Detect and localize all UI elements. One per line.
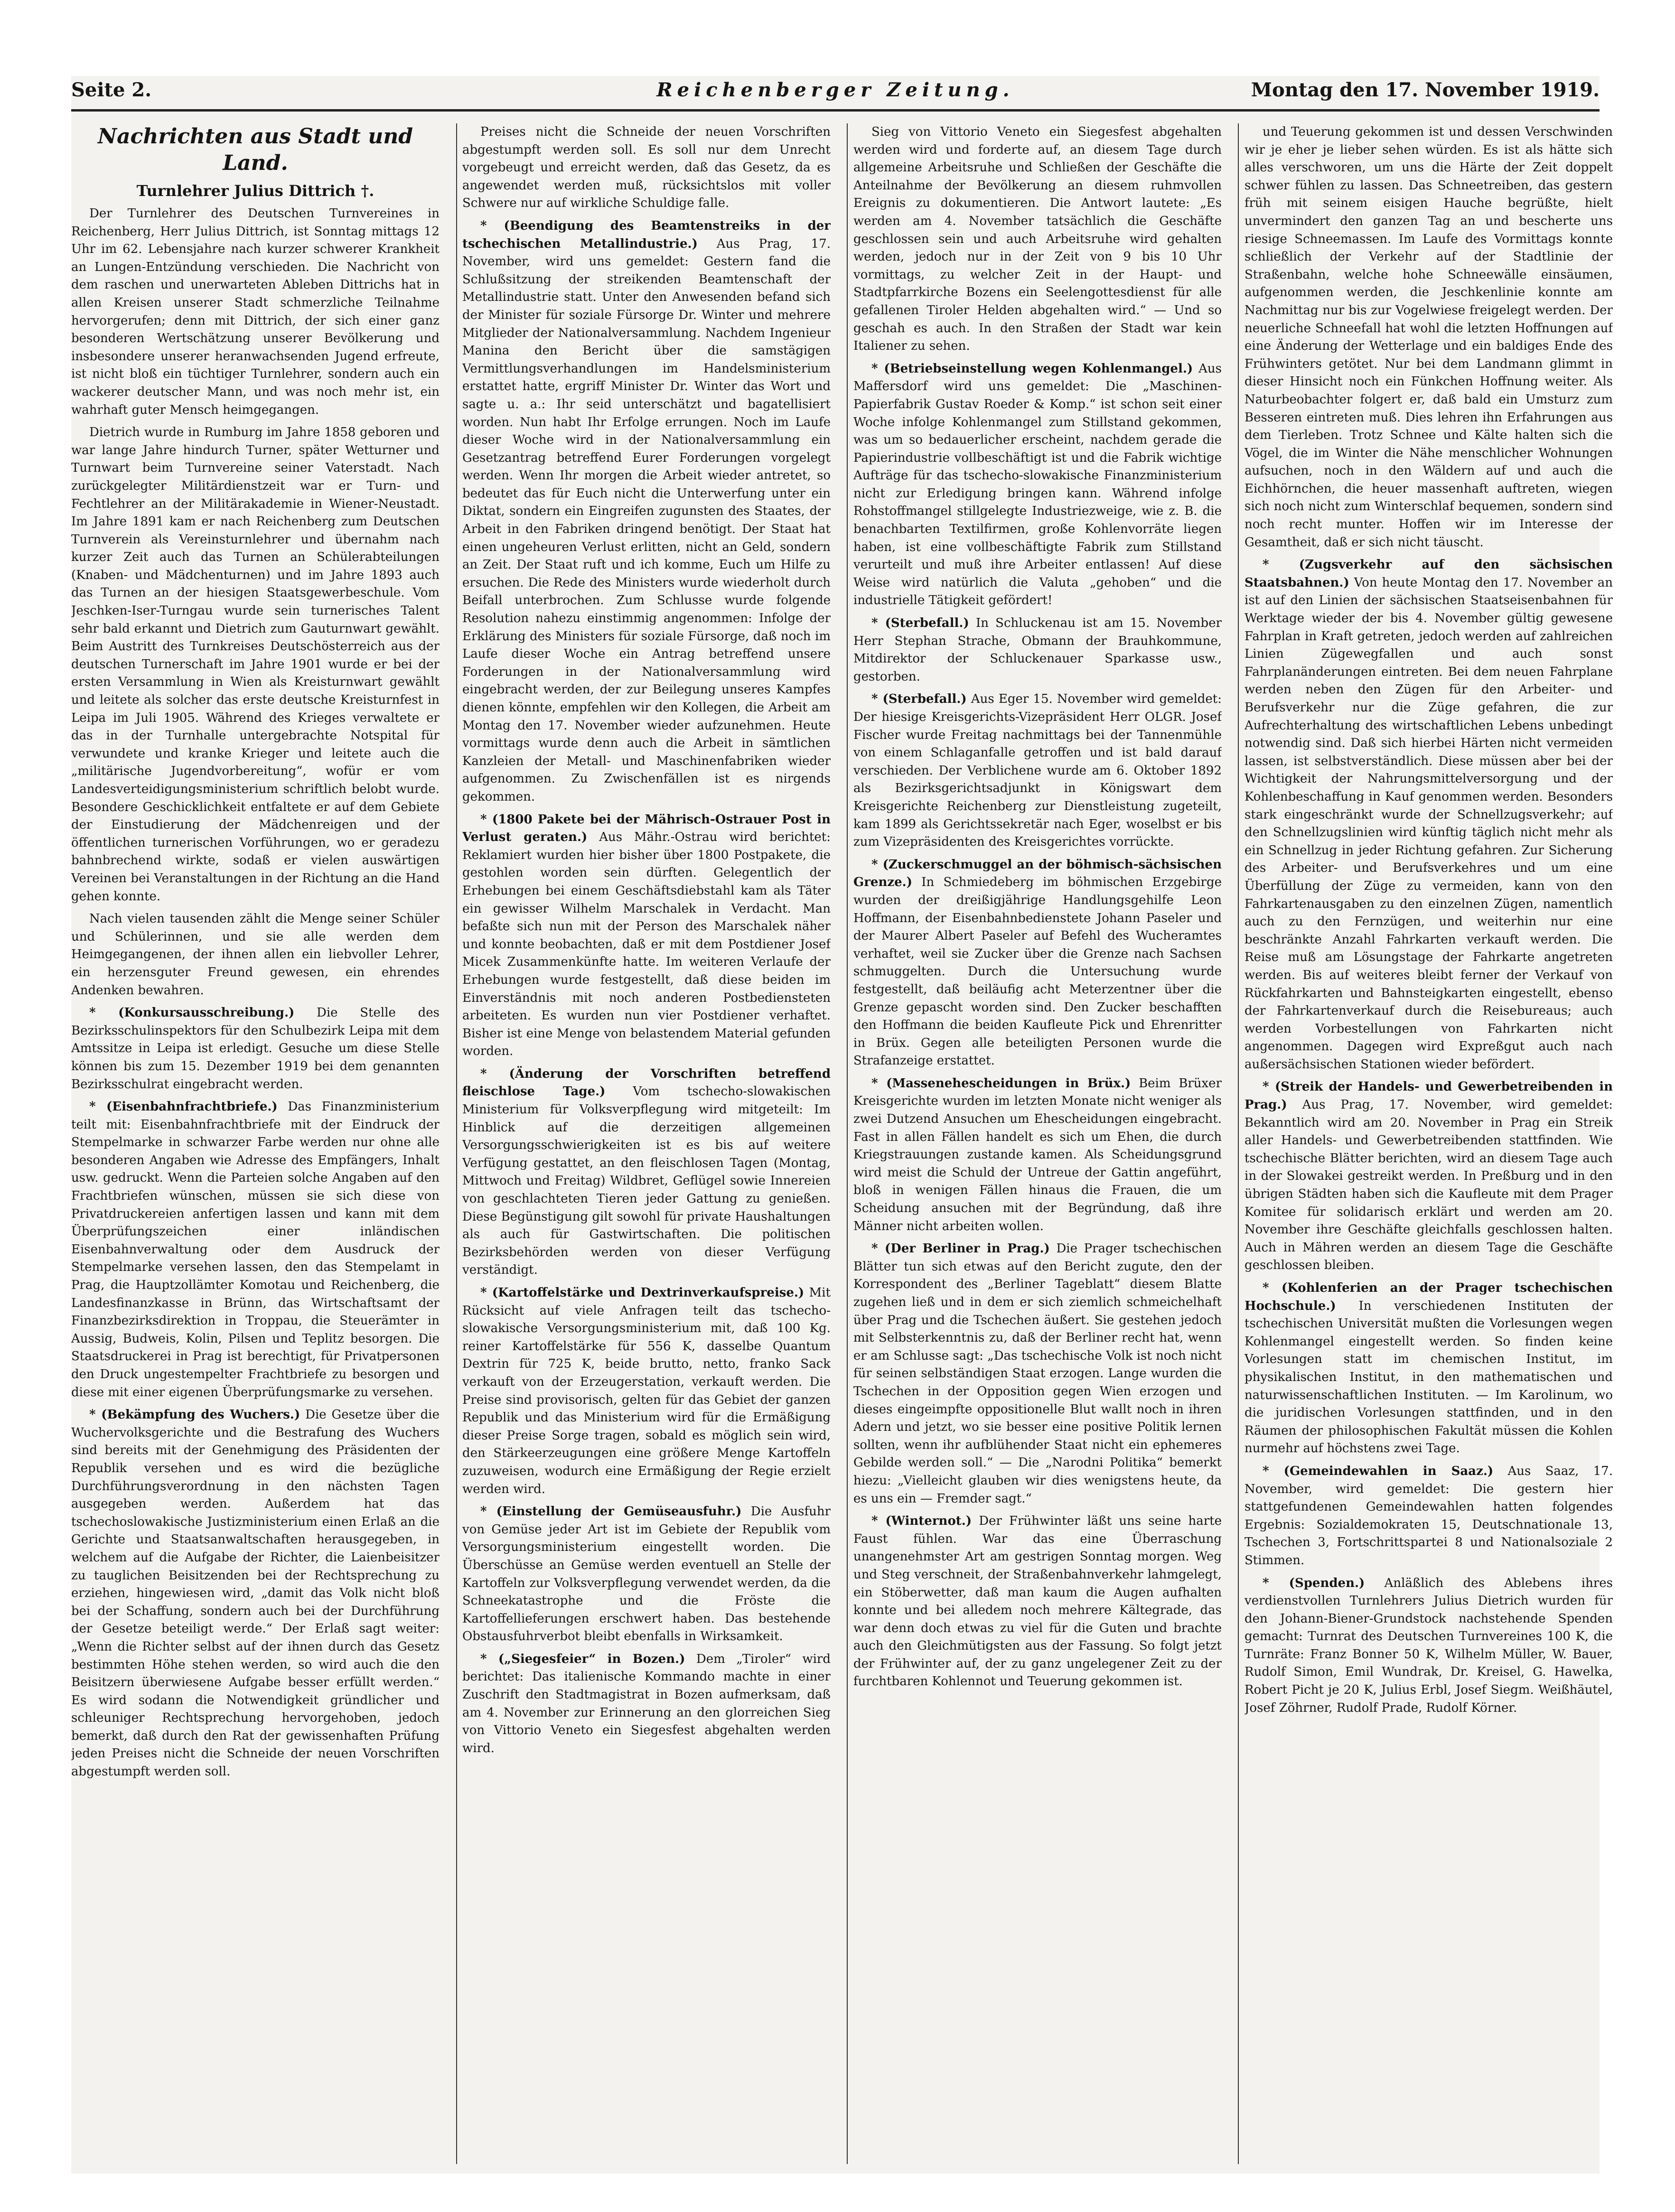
article-paragraph [853, 1240, 1222, 1508]
article-title: * (Bekämpfung des Wuchers.) [89, 1408, 300, 1422]
article-title: * (Eisenbahnfrachtbriefe.) [89, 1100, 278, 1114]
column-4 [1245, 123, 1613, 2169]
article-title: * (Winternot.) [871, 1514, 972, 1529]
article-title: * (Konkursausschreibung.) [89, 1006, 295, 1020]
newspaper-title: Reichenberger Zeitung. [656, 79, 1014, 101]
article-text: Beim Brüxer Kreisgerichte wurden im letzten Monate nicht weniger als zwei Dutzend Ansuchen um Ehescheidungen eingebracht. Fast in allen Fällen handelt es sich um Ehen, die durch Kriegstrauungen zustande kamen. Als Scheidungsgrund wird meist die Schuld der Untreue der Gattin angeführt, bloß in wenigen Fällen hinaus die Frauen, die um Scheidung ansuchen mit der Begründung, daß ihre Männer nicht arbeiten wollen. [853, 1076, 1222, 1233]
article-text: Nach vielen tausenden zählt die Menge seiner Schüler und Schülerinnen, und sie alle werden dem Heimgegangenen, der ihnen allen ein liebvoller Lehrer, ein herzensguter Freund gewesen, ein ehrendes Andenken bewahren. [71, 912, 440, 998]
article-paragraph [462, 1284, 831, 1498]
article-text: Die Gesetze über die Wuchervolksgerichte und die Bestrafung des Wuchers sind bereits mit der Genehmigung des Präsidenten der Republik versehen und es wird die bezügliche Durchführungsverordnung in den nächsten Tagen ausgegeben werden. Außerdem hat das tschechoslowakische Justizministerium einen Erlaß an die Gerichte und Staatsanwaltschaften herausgegeben, in welchem auf die Aufgabe der Richter, die Laienbeisitzer zu tauglichen Beisitzenden bei der Rechtsprechung zu erziehen, hingewiesen wird, „damit das Volk nicht bloß bei der Schaffung, sondern auch bei der Durchführung der Gesetze beteiligt werde.“ Der Erlaß sagt weiter: „Wenn die Richter selbst auf der ihnen durch das Gesetz bestimmten Höhe stehen werden, so wird auch die den Beisitzern überwiesene Aufgabe besser erfüllt werden.“ Es wird sodann die Notwendigkeit gründlicher und schleuniger Rechtsprechung hervorgehoben, jedoch bemerkt, daß durch den Rat der gewissenhaften Prüfung jeden Preises nicht die Schneide der neuen Vorschriften abgestumpft werden soll. [71, 1408, 440, 1779]
article-paragraph [853, 1075, 1222, 1235]
article-paragraph [853, 615, 1222, 686]
article-text: Anläßlich des Ablebens ihres verdienstvollen Turnlehrers Julius Dietrich wurden für den Johann-Biener-Grundstock nachstehende Spenden gemacht: Turnrat des Deutschen Turnvereines 100 K, die Turnräte: Franz Bonner 50 K, Wilhelm Müller, W. Bauer, Rudolf Simon, Emil Wundrak, Dr. Kreisel, G. Hawelka, Robert Picht je 20 K, Julius Erbl, Josef Siegm. Weißhäutel, Josef Zöhrner, Rudolf Prade, Rudolf Körner. [1245, 1576, 1613, 1715]
article-paragraph [462, 811, 831, 1061]
article-title: * (Zuckerschmuggel an der böhmisch-sächsischen Grenze.) [853, 857, 1222, 890]
article-paragraph [71, 910, 440, 999]
issue-date: Montag den 17. November 1919. [1251, 79, 1600, 101]
article-title: * (Sterbefall.) [871, 692, 967, 707]
article-text: Dem „Tiroler“ wird berichtet: Das italienische Kommando machte in einer Zuschrift den Stadtmagistrat in Bozen aufmerksam, daß am 4. November zur Erinnerung an den glorreichen Sieg von Vittorio Veneto ein Siegesfest abgehalten werden wird. [462, 1652, 831, 1755]
page-number: Seite 2. [71, 79, 152, 101]
article-paragraph [853, 360, 1222, 610]
article-text: Aus Eger 15. November wird gemeldet: Der hiesige Kreisgerichts-Vizepräsident Herr OLGR. Josef Fischer wurde Freitag nachmittags bei der Tannenmühle von einem Schlaganfalle getroffen und ist bald darauf verschieden. Der Verblichene wurde am 6. Oktober 1892 als Bezirksgerichtsadjunkt in Königswart dem Kreisgerichte Reichenberg zur Dienstleistung zugeteilt, kam 1899 als Gerichtssekretär nach Eger, woselbst er bis zum Vizepräsidenten des Kreisgerichtes vorrückte. [853, 692, 1222, 849]
article-paragraph [1245, 1078, 1613, 1275]
article-title: * (Beendigung des Beamtenstreiks in der tschechischen Metallindustrie.) [462, 218, 831, 251]
article-title: * (Massenehescheidungen in Brüx.) [871, 1076, 1131, 1091]
article-text: Das Finanzministerium teilt mit: Eisenbahnfrachtbriefe mit der Eindruck der Stempelmarke in schwarzer Farbe werden nur ohne alle besonderen Angaben wie Adresse des Empfängers, Inhalt usw. gedruckt. Wenn die Parteien solche Angaben auf den Frachtbriefen wünschen, müssen sie sich diese von Privatdruckereien anfertigen lassen und kann mit dem Überprüfungszeichen einer inländischen Eisenbahnverwaltung oder dem Ausdruck der Stempelmarke versehen lassen, den das Stempelamt in Prag, die Hauptzollämter Komotau und Reichenberg, die Landesfinanzkasse in Brünn, das Wirtschaftsamt der Finanzbezirksdirektion in Troppau, die Steuerämter in Aussig, Budweis, Kolin, Pilsen und Teplitz besorgen. Die Staatsdruckerei in Prag ist berechtigt, für Privatpersonen den Druck ungestempelter Frachtbriefe zu besorgen und diese mit einer eigenen Überprüfungsmarke zu versehen. [71, 1100, 440, 1400]
article-text: Aus Mähr.-Ostrau wird berichtet: Reklamiert wurden hier bisher über 1800 Postpakete, die gestohlen worden sein dürften. Gelegentlich der Erhebungen bei einem Geschäftsdiebstahl kam als Täter ein gewisser Wilhelm Marschalek in Verdacht. Man befaßte sich nun mit der Person des Marschalek näher und konnte beobachten, daß er mit dem Postdiener Josef Micek Zusammenkünfte hatte. Im weiteren Verlaufe der Erhebungen wurde festgestellt, daß diese beiden im Einverständnis mit noch anderen Postbediensteten arbeiteten. Es wurden nun vier Postdiener verhaftet. Bisher ist eine Menge von belastendem Material gefunden worden. [462, 830, 831, 1059]
article-text: Der Frühwinter läßt uns seine harte Faust fühlen. War das eine Überraschung unangenehmster Art am gestrigen Sonntag morgen. Weg und Steg verschneit, der Straßenbahnverkehr lahmgelegt, ein Stöberwetter, daß man kaum die Augen aufhalten konnte und bei alledem noch mehrere Kältegrade, das war denn doch etwas zu viel für die Guten und brachte auch den Gleichmütigsten aus der Fassung. So folgt jetzt der Frühwinter auf, der zu ganz ungelegener Zeit zu der furchtbaren Kohlennot und Teuerung gekommen ist. [853, 1514, 1222, 1689]
article-text: Von heute Montag den 17. November an ist auf den Linien der sächsischen Staatseisenbahnen für Werktage wieder der bis 4. November gültig gewesene Fahrplan in Kraft getreten, jedoch werden auf zahlreichen Linien Zügewegfallen und auch sonst Fahrplanänderungen eintreten. Bei dem neuen Fahrplane werden neben den Zügen für den Arbeiter- und Berufsverkehr nur die Züge gefahren, die zur Aufrechterhaltung des wirtschaftlichen Lebens unbedingt notwendig sind. Daß sich hierbei Härten nicht vermeiden lassen, ist selbstverständlich. Diese müssen aber bei der Wichtigkeit der Nahrungsmittelversorgung und der Kohlenbeschaffung in Kauf genommen werden. Besonders stark eingeschränkt wurde der Schnellzugsverkehr; auf den Schnellzugslinien wird künftig täglich nicht mehr als ein Schnellzug in jeder Richtung gefahren. Zur Sicherung des Arbeiter- und Berufsverkehres und um eine Überfüllung der Züge zu vermeiden, kann von den Fahrkartenausgaben zu den einzelnen Zügen, namentlich auch zu den Fernzügen, und weiterhin nur eine beschränkte Anzahl Fahrkarten verkauft werden. Die Reise muß am Lösungstage der Fahrkarte angetreten werden. Bis auf weiteres bleibt ferner der Verkauf von Rückfahrkarten und Bahnsteigkarten eingestellt, ebenso der Fahrkartenverkauf durch die Reisebureaus; auch werden Vorbestellungen von Fahrkarten nicht angenommen. Dagegen wird Expreßgut auch nach außersächsischen Stationen wieder befördert. [1245, 575, 1613, 1072]
article-text: Der Turnlehrer des Deutschen Turnvereines in Reichenberg, Herr Julius Dittrich, ist Sonntag mittags 12 Uhr im 62. Lebensjahre nach kurzer schwerer Krankheit an Lungen-Entzündung verschieden. Die Nachricht von dem raschen und unerwarteten Ableben Dittrichs hat in allen Kreisen unserer Stadt schmerzliche Teilnahme hervorgerufen; denn mit Dittrich, der sich einer ganz besonderen Wertschätzung unserer Bevölkerung und insbesondere unserer heranwachsenden Jugend erfreute, ist nicht bloß ein tüchtiger Turnlehrer, sondern auch ein wackerer deutscher Mann, und was noch mehr ist, ein wahrhaft guter Mensch heimgegangen. [71, 206, 440, 417]
column-1 [71, 123, 440, 2169]
article-paragraph [462, 217, 831, 806]
article-paragraph [71, 1004, 440, 1093]
article-text: Preises nicht die Schneide der neuen Vorschriften abgestumpft werden soll. Es soll nur dem Unrecht vorgebeugt und erreicht werden, daß das Gesetz, da es angewendet werden muß, rücksichtslos mit voller Schwere nur auf wirkliche Schuldige falle. [462, 125, 831, 211]
article-text: Aus Maffersdorf wird uns gemeldet: Die „Maschinen-Papierfabrik Gustav Roeder & Komp.“ ist schon seit einer Woche infolge Kohlenmangel zum Stillstand gekommen, was um so bedauerlicher erscheint, nachdem gerade die Papierindustrie vollbeschäftigt ist und die Fabrik wichtige Aufträge für das tschecho-slowakische Finanzministerium nicht zur Erledigung bringen kann. Während infolge Rohstoffmangel stillgelegte Industriezweige, wie z. B. die benachbarten Textilfirmen, große Kohlenvorräte liegen haben, ist eine vollbeschäftigte Fabrik zum Stillstand verurteilt und muß ihre Arbeiter entlassen! Auf diese Weise wird natürlich die Valuta „gehoben“ und die industrielle Tätigkeit gefördert! [853, 361, 1222, 608]
article-title: * (Kohlenferien an der Prager tschechischen Hochschule.) [1245, 1281, 1613, 1313]
article-paragraph [462, 1503, 831, 1646]
article-text: Mit Rücksicht auf viele Anfragen teilt das tschecho-slowakische Versorgungsministerium mit, daß 100 Kg. reiner Kartoffelstärke für 556 K, dasselbe Quantum Dextrin für 725 K, beide brutto, netto, franko Sack verkauft von der Erzeugerstation, verkauft werden. Die Preise sind provisorisch, gelten für das Gebiet der ganzen Republik und das Ministerium wird für die Ermäßigung dieser Preise Sorge tragen, sobald es möglich sein wird, den Stärkeerzeugungen eine größere Menge Kartoffeln zuzuweisen, wodurch eine Ermäßigung der Regie erzielt werden wird. [462, 1286, 831, 1496]
column-rule [847, 123, 848, 2164]
article-title: * (Kartoffelstärke und Dextrinverkaufspreise.) [480, 1286, 805, 1300]
article-title: * (Betriebseinstellung wegen Kohlenmangel.) [871, 361, 1193, 376]
article-paragraph [1245, 556, 1613, 1073]
article-paragraph [853, 856, 1222, 1070]
article-text: Die Stelle des Bezirksschulinspektors für den Schulbezirk Leipa mit dem Amtssitze in Leipa ist erledigt. Gesuche um diese Stelle können bis zum 15. Dezember 1919 bei dem genannten Bezirksschulrat eingebracht werden. [71, 1006, 440, 1092]
article-title: * (Einstellung der Gemüseausfuhr.) [480, 1504, 742, 1519]
article-paragraph [71, 205, 440, 419]
article-title: * (Gemeindewahlen in Saaz.) [1263, 1464, 1494, 1478]
column-rule [456, 123, 457, 2164]
article-text: Die Prager tschechischen Blätter tun sich etwas auf den Bericht zugute, den der Korrespondent des „Berliner Tageblatt“ diesem Blatte zugehen ließ und in dem er sich ziemlich schmeichelhaft über Prag und die Tschechen äußert. Sie gestehen jedoch mit Selbsterkenntnis zu, daß der Berliner recht hat, wenn er am Schlusse sagt: „Das tschechische Volk ist noch nicht für seinen selbständigen Staat erzogen. Lange wurden die Tschechen in der Opposition gegen Wien erzogen und dieses eingeimpfte oppositionelle Blut wallt noch in ihren Adern und jetzt, wo sie besser eine positive Politik lernen sollten, wenn ihr aufblühender Staat nicht ein ephemeres Gebilde werden soll.“ — Die „Narodni Politika“ bemerkt hiezu: „Vielleicht glauben wir dies wenigstens heute, da es uns ein — Fremder sagt.“ [853, 1241, 1222, 1506]
article-paragraph [462, 1065, 831, 1279]
article-text: und Teuerung gekommen ist und dessen Verschwinden wir je eher je lieber sehen würden. Es ist als hätte sich alles verschworen, um uns die Härte der Zeit doppelt schwer fühlen zu lassen. Das Schneetreiben, das gestern früh mit seinem eisigen Hauche begrüßte, hielt unvermindert den ganzen Tag an und bescherte uns riesige Schneemassen. Im Laufe des Vormittags konnte schließlich der Verkehr auf der Stadtlinie der Straßenbahn, welche hohe Schneewälle einsäumen, aufgenommen werden, die Jeschkenlinie konnte am Nachmittag nur bis zur Vogelwiese freigelegt werden. Der neuerliche Schneefall hat wohl die letzten Hoffnungen auf eine Änderung der Wetterlage und ein baldiges Ende des Frühwinters getötet. Nur bei dem Landmann glimmt in dieser Hinsicht noch ein Fünkchen Hoffnung weiter. Als Naturbeobachter folgert er, daß bald ein Umsturz zum Besseren eintreten muß. Dies lehren ihn Erfahrungen aus dem Tierleben. Trotz Schnee und Kälte halten sich die Vögel, die im Winter die Nähe menschlicher Wohnungen aufsuchen, noch in den Wäldern auf und auch die Eichhörnchen, die heuer massenhaft auftreten, wiegen sich noch nicht zum Winterschlaf bequemen, sondern sind noch recht munter. Hoffen wir im Interesse der Gesamtheit, daß er sich nicht täuscht. [1245, 125, 1613, 550]
article-text: Aus Saaz, 17. November, wird gemeldet: Die gestern hier stattgefundenen Gemeindewahlen hatten folgendes Ergebnis: Sozialdemokraten 15, Deutschnationale 13, Tschechen 3, Fortschrittspartei 8 und Nationalsoziale 2 Stimmen. [1245, 1464, 1613, 1568]
article-paragraph [462, 1651, 831, 1758]
article-paragraph [71, 424, 440, 905]
article-title: * (Streik der Handels- und Gewerbetreibenden in Prag.) [1245, 1080, 1613, 1112]
article-paragraph [1245, 1279, 1613, 1458]
article-title: * (Zugsverkehr auf den sächsischen Staatsbahnen.) [1245, 558, 1613, 590]
article-heading: Turnlehrer Julius Dittrich †. [136, 182, 374, 200]
article-paragraph [853, 123, 1222, 355]
article-title: * (Spenden.) [1263, 1576, 1365, 1590]
newspaper-page [71, 76, 1613, 2174]
article-text: Aus Prag, 17. November, wird uns gemeldet: Gestern fand die Schlußsitzung der streikenden Beamtenschaft der Metallindustrie statt. Unter den Anwesenden befand sich der Minister für soziale Fürsorge Dr. Winter und mehrere Mitglieder der Nationalversammlung. Nachdem Ingenieur Manina den Bericht über die samstägigen Vermittlungsverhandlungen im Handelsministerium erstattet hatte, ergriff Minister Dr. Winter das Wort und sagte u. a.: Ihr seid unterschätzt und bagatellisiert worden. Nun habt Ihr Erfolge errungen. Noch im Laufe dieser Woche wird in der Nationalversammlung ein Gesetzantrag betreffend Eurer Forderungen vorgelegt werden. Wenn Ihr morgen die Arbeit wieder antretet, so bedeutet das für Euch nicht die Unterwerfung unter ein Diktat, sondern ein Eingreifen zugunsten des Staates, der Arbeit in den Fabriken dringend benötigt. Der Staat hat einen ungeheuren Verlust erlitten, nicht an Geld, sondern an Zeit. Der Staat ruft und ich komme, Euch um Hilfe zu ersuchen. Die Rede des Ministers wurde wiederholt durch Beifall unterbrochen. Zum Schlusse wurde folgende Resolution nahezu einstimmig angenommen: Infolge der Erklärung des Ministers für soziale Fürsorge, daß noch im Laufe dieser Woche ein Antrag betreffend unsere Forderungen in der Nationalversammlung wird eingebracht werden, der zur Beilegung unseres Kampfes dienen könnte, empfehlen wir den Kollegen, die Arbeit am Montag den 17. November wieder aufzunehmen. Heute vormittags wurde denn auch die Arbeit in sämtlichen Kanzleien der Metall- und Maschinenfabriken wieder aufgenommen. Zu Zwischenfällen ist es nirgends gekommen. [462, 236, 831, 804]
article-text: Die Ausfuhr von Gemüse jeder Art ist im Gebiete der Republik vom Versorgungsministerium eingestellt worden. Die Überschüsse an Gemüse werden eventuell an Stelle der Kartoffeln zur Volksverpflegung verwendet werden, da die Schneekatastrophe und die Fröste die Kartoffellieferungen erschwert haben. Das bestehende Obstausfuhrverbot bleibt ebenfalls in Wirksamkeit. [462, 1504, 831, 1644]
column-rule [1238, 123, 1239, 2164]
column-2 [462, 123, 831, 2169]
article-title: * (1800 Pakete bei der Mährisch-Ostrauer Post in Verlust geraten.) [462, 812, 831, 845]
article-title: * („Siegesfeier“ in Bozen.) [480, 1652, 685, 1666]
article-title: * (Änderung der Vorschriften betreffend fleischlose Tage.) [462, 1066, 831, 1099]
article-paragraph [1245, 1463, 1613, 1570]
article-text: In Schmiedeberg im böhmischen Erzgebirge wurden der dreißigjährige Handlungsgehilfe Leon Hoffmann, der Eisenbahnbedienstete Johann Paseler und der Maurer Albert Paseler auf Befehl des Wucheramtes verhaftet, weil sie Zucker über die Grenze nach Sachsen schmuggelten. Durch die Untersuchung wurde festgestellt, daß beiläufig acht Meterzentner über die Grenze gepascht worden sind. Den Zucker beschafften den Hoffmann die beiden Kaufleute Pick und Ehrenritter in Brüx. Gegen alle beteiligten Personen wurde die Strafanzeige erstattet. [853, 875, 1222, 1068]
masthead [71, 76, 1600, 112]
section-heading: Nachrichten aus Stadt und Land. [97, 124, 413, 175]
article-paragraph [853, 1512, 1222, 1691]
article-title: * (Sterbefall.) [871, 616, 969, 631]
article-text: Vom tschecho-slowakischen Ministerium für Volksverpflegung wird mitgeteilt: Im Hinblick auf die derzeitigen allgemeinen Versorgungsschwierigkeiten ist es bis auf weitere Verfügung gestattet, an den fleischlosen Tagen (Montag, Mittwoch und Freitag) Wildbret, Geflügel sowie Innereien von geschlachteten Tieren jeder Gattung zu genießen. Diese Begünstigung gilt sowohl für private Haushaltungen als auch für Gastwirtschaften. Die politischen Bezirksbehörden werden von dieser Verfügung verständigt. [462, 1084, 831, 1278]
article-paragraph [1245, 123, 1613, 551]
article-paragraph [1245, 1575, 1613, 1717]
article-title: * (Der Berliner in Prag.) [871, 1241, 1050, 1256]
article-text: Sieg von Vittorio Veneto ein Siegesfest abgehalten werden wird und forderte auf, an diesem Tage durch allgemeine Arbeitsruhe und Schließen der Geschäfte die Anteilnahme der Bevölkerung an diesem ruhmvollen Ereignis zu dokumentieren. Die Antwort lautete: „Es werden am 4. November tatsächlich die Geschäfte geschlossen sein und auch Arbeitsruhe wird gehalten werden, jedoch nur in der Zeit von 9 bis 10 Uhr vormittags, zu welcher Zeit in der Haupt- und Stadtpfarrkirche Bozens ein Seelengottesdienst für alle gefallenen Tiroler Helden abgehalten wird.“ — Und so geschah es auch. In den Straßen der Stadt war kein Italiener zu sehen. [853, 125, 1222, 354]
article-text: Dietrich wurde in Rumburg im Jahre 1858 geboren und war lange Jahre hindurch Turner, später Wetturner und Turnwart beim Turnvereine seiner Vaterstadt. Nach zurückgelegter Militärdienstzeit war er Turn- und Fechtlehrer an der Militärakademie in Wiener-Neustadt. Im Jahre 1891 kam er nach Reichenberg zum Deutschen Turnverein als Vereinsturnlehrer und übernahm nach kurzer Zeit auch das Turnen an Schülerabteilungen (Knaben- und Mädchenturnen) und im Jahre 1893 auch das Turnen an der hiesigen Staatsgewerbeschule. Vom Jeschken-Iser-Turngau wurde sein turnerisches Talent sehr bald erkannt und Dietrich zum Gauturnwart gewählt. Beim Austritt des Turnkreises Deutschösterreich aus der deutschen Turnerschaft im Jahre 1901 wurde er bei der ersten Versammlung in Wien als Kreisturnwart gewählt und leitete als solcher das erste deutsche Kreisturnfest in Leipa im Juli 1905. Während des Krieges verwaltete er das in der Turnhalle untergebrachte Notspital für verwundete und kranke Krieger und leitete auch die „militärische Jugendvorbereitung“, wofür er vom Landesverteidigungsministerium schriftlich belobt wurde. Besondere Geschicklichkeit entfaltete er auf dem Gebiete der Einstudierung der Mädchenreigen und der öffentlichen turnerischen Vorführungen, wo er geradezu bahnbrechend wirkte, sodaß er vielen auswärtigen Vereinen bei Veranstaltungen in der Richtung an die Hand gehen konnte. [71, 425, 440, 904]
article-paragraph [71, 1098, 440, 1401]
article-paragraph [462, 123, 831, 213]
article-paragraph [853, 691, 1222, 851]
article-text: Aus Prag, 17. November, wird gemeldet: Bekanntlich wird am 20. November in Prag ein Streik aller Handels- und Gewerbetreibenden stattfinden. Wie tschechische Blätter berichten, wird an diesem Tage auch in der Slowakei gestreikt werden. In Preßburg und in den übrigen Städten haben sich die Kaufleute mit dem Prager Komitee für solidarisch erklärt und werden am 20. November ihre Geschäfte gleichfalls geschlossen halten. Auch in Mähren werden an diesem Tage die Geschäfte geschlossen bleiben. [1245, 1098, 1613, 1273]
article-paragraph [71, 1406, 440, 1781]
column-3 [853, 123, 1222, 2169]
article-text: In Schluckenau ist am 15. November Herr Stephan Strache, Obmann der Brauhkommune, Mitdirektor der Schluckenauer Sparkasse usw., gestorben. [853, 616, 1222, 684]
article-text: In verschiedenen Instituten der tschechischen Universität mußten die Vorlesungen wegen Kohlenmangel eingestellt werden. So finden keine Vorlesungen statt im chemischen Institut, im physikalischen Institut, in den mathematischen und naturwissenschaftlichen Instituten. — Im Karolinum, wo die juridischen Vorlesungen stattfinden, und in den Räumen der philosophischen Fakultät müssen die Kohlen nurmehr auf höchstens zwei Tage. [1245, 1298, 1613, 1456]
